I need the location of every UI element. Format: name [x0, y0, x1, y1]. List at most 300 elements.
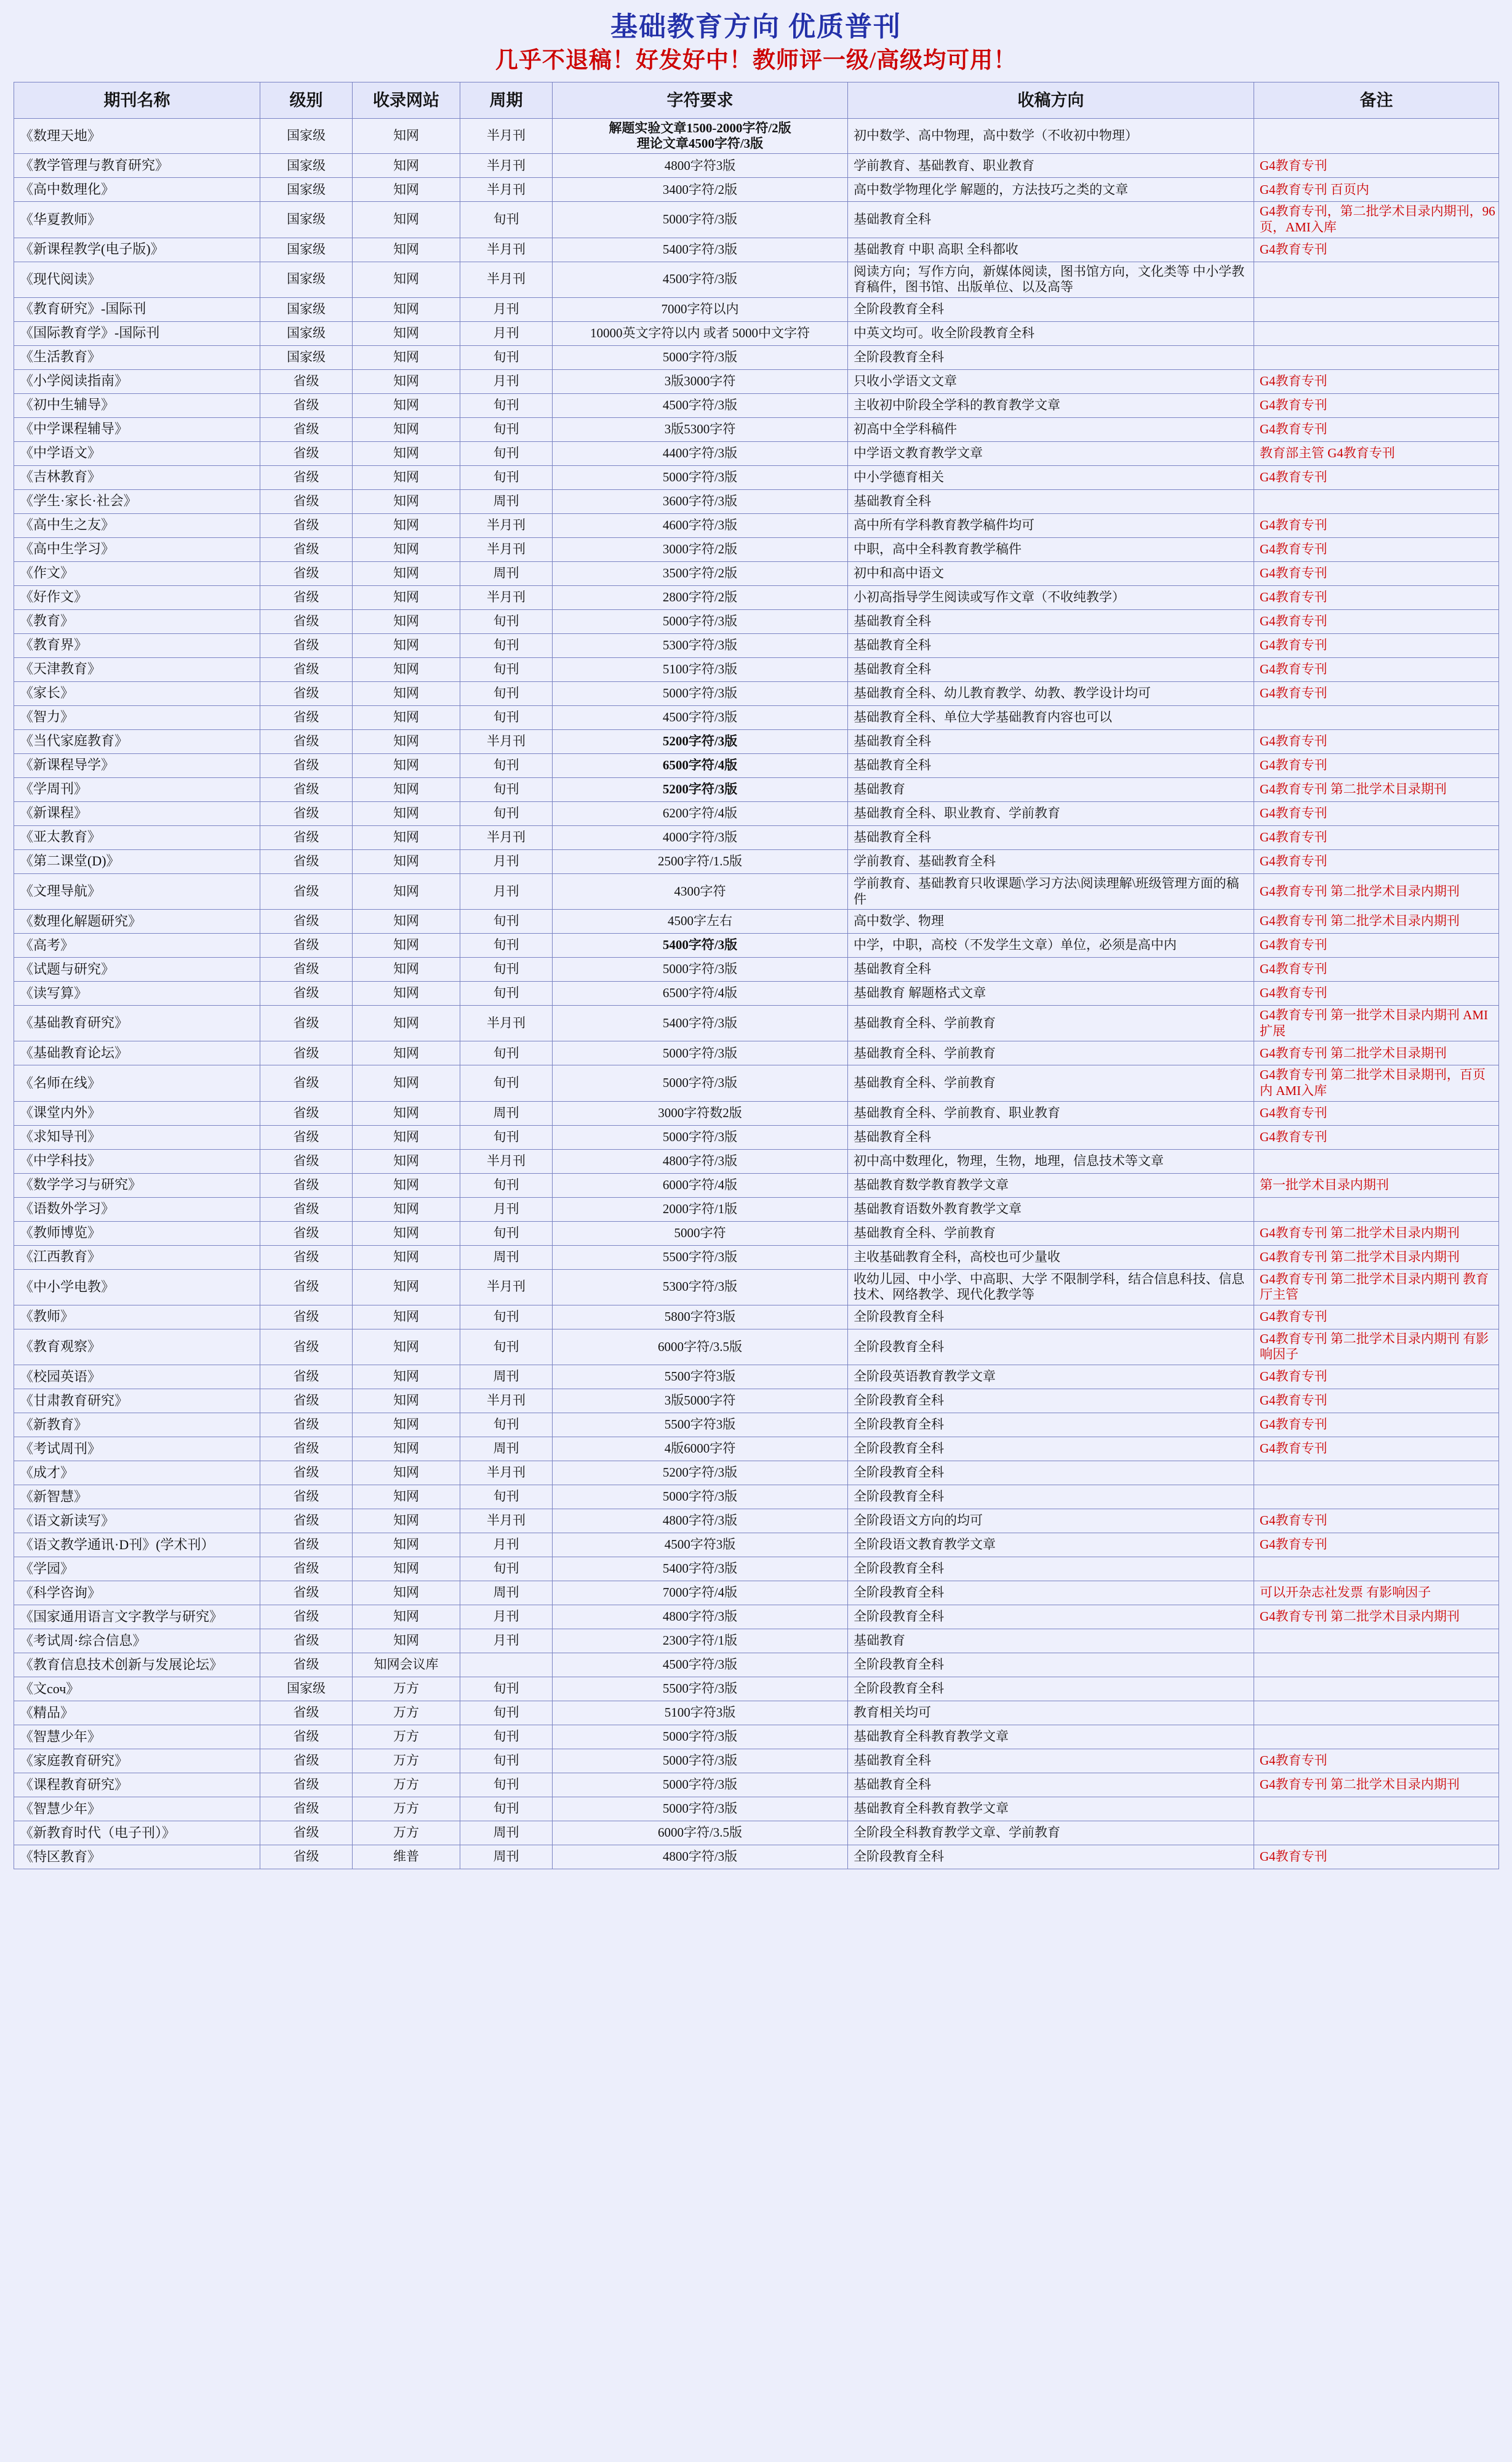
table-row — [14, 609, 1499, 633]
journal-name: 《科学咨询》 — [14, 1581, 260, 1605]
journal-requirement: 5400字符/3版 — [553, 1006, 848, 1041]
journal-level: 省级 — [260, 849, 353, 873]
table-row — [14, 537, 1499, 561]
journal-note: G4教育专刊 — [1254, 585, 1499, 609]
journal-level: 省级 — [260, 1557, 353, 1581]
journal-cycle: 半月刊 — [460, 1149, 553, 1173]
table-row — [14, 1581, 1499, 1605]
journal-level: 省级 — [260, 1269, 353, 1305]
journal-site: 知网 — [353, 465, 460, 489]
journal-requirement: 4800字符3版 — [553, 154, 848, 178]
journal-direction: 基础教育全科、学前教育 — [848, 1221, 1254, 1245]
journal-site: 知网 — [353, 297, 460, 321]
journal-note — [1254, 345, 1499, 369]
journal-site: 知网 — [353, 1269, 460, 1305]
journal-note — [1254, 1653, 1499, 1677]
journal-site: 知网 — [353, 345, 460, 369]
journal-requirement: 5000字符/3版 — [553, 1725, 848, 1749]
journal-cycle: 周刊 — [460, 1821, 553, 1845]
journal-requirement: 5100字符3版 — [553, 1701, 848, 1725]
table-row — [14, 1557, 1499, 1581]
journal-level: 省级 — [260, 729, 353, 753]
journal-direction: 基础教育全科 — [848, 657, 1254, 681]
journal-cycle: 半月刊 — [460, 729, 553, 753]
journal-direction: 全阶段教育全科 — [848, 1437, 1254, 1461]
journal-note — [1254, 1797, 1499, 1821]
journal-direction: 基础教育全科 — [848, 1773, 1254, 1797]
journal-cycle: 半月刊 — [460, 1461, 553, 1485]
journal-note: G4教育专刊，第二批学术目录内期刊，96页，AMI入库 — [1254, 202, 1499, 238]
table-row — [14, 982, 1499, 1006]
journal-name: 《课堂内外》 — [14, 1101, 260, 1125]
journal-site: 知网 — [353, 958, 460, 982]
journal-cycle: 旬刊 — [460, 465, 553, 489]
journal-direction: 全阶段教育全科 — [848, 1461, 1254, 1485]
journal-site: 知网 — [353, 753, 460, 777]
journal-direction: 只收小学语文文章 — [848, 369, 1254, 393]
journal-cycle: 周刊 — [460, 1245, 553, 1269]
journal-name: 《语数外学习》 — [14, 1197, 260, 1221]
journal-requirement: 4800字符/3版 — [553, 1845, 848, 1869]
journal-level: 省级 — [260, 465, 353, 489]
journal-requirement: 2500字符/1.5版 — [553, 849, 848, 873]
table-row — [14, 262, 1499, 297]
journal-direction: 基础教育全科 — [848, 1125, 1254, 1149]
table-row — [14, 321, 1499, 345]
table-row — [14, 393, 1499, 417]
journal-cycle: 月刊 — [460, 369, 553, 393]
table-row — [14, 441, 1499, 465]
journal-site: 知网 — [353, 801, 460, 825]
journal-site: 知网 — [353, 1509, 460, 1533]
journal-level: 省级 — [260, 753, 353, 777]
journal-direction: 全阶段教育全科 — [848, 345, 1254, 369]
journal-direction: 全阶段教育全科 — [848, 1845, 1254, 1869]
journal-note: G4教育专刊 — [1254, 934, 1499, 958]
journal-requirement: 5500字符/3版 — [553, 1677, 848, 1701]
journal-name: 《国际教育学》-国际刊 — [14, 321, 260, 345]
journal-requirement: 4500字符/3版 — [553, 393, 848, 417]
journal-direction: 教育相关均可 — [848, 1701, 1254, 1725]
journal-level: 省级 — [260, 1485, 353, 1509]
journal-requirement: 5000字符/3版 — [553, 1065, 848, 1101]
column-header-requirement: 字符要求 — [553, 82, 848, 119]
journal-direction: 小初高指导学生阅读或写作文章（不收纯教学） — [848, 585, 1254, 609]
table-row — [14, 1065, 1499, 1101]
journal-cycle: 旬刊 — [460, 982, 553, 1006]
journal-name: 《教师》 — [14, 1305, 260, 1329]
journal-level: 国家级 — [260, 345, 353, 369]
journal-name: 《小学阅读指南》 — [14, 369, 260, 393]
journal-requirement: 4300字符 — [553, 873, 848, 909]
journal-site: 知网会议库 — [353, 1653, 460, 1677]
journal-name: 《教育信息技术创新与发展论坛》 — [14, 1653, 260, 1677]
journal-requirement: 5500字符/3版 — [553, 1245, 848, 1269]
journal-note — [1254, 1461, 1499, 1485]
journal-note — [1254, 1821, 1499, 1845]
journal-requirement: 5000字符/3版 — [553, 958, 848, 982]
journal-site: 维普 — [353, 1845, 460, 1869]
journal-direction: 基础教育全科 — [848, 202, 1254, 238]
table-row — [14, 1629, 1499, 1653]
journal-name: 《吉林教育》 — [14, 465, 260, 489]
journal-level: 省级 — [260, 1221, 353, 1245]
table-row — [14, 489, 1499, 513]
journal-note: G4教育专刊 — [1254, 1101, 1499, 1125]
journal-note: G4教育专刊 — [1254, 633, 1499, 657]
journal-direction: 初高中全学科稿件 — [848, 417, 1254, 441]
journal-cycle: 旬刊 — [460, 1485, 553, 1509]
journal-name: 《考试周·综合信息》 — [14, 1629, 260, 1653]
journal-requirement: 4500字符/3版 — [553, 1653, 848, 1677]
journal-direction: 高中数学、物理 — [848, 910, 1254, 934]
journal-requirement: 3500字符/2版 — [553, 561, 848, 585]
journal-direction: 全阶段教育全科 — [848, 1389, 1254, 1413]
journal-cycle: 半月刊 — [460, 825, 553, 849]
journal-cycle: 半月刊 — [460, 513, 553, 537]
journal-direction: 学前教育、基础教育只收课题\学习方法\阅读理解\班级管理方面的稿件 — [848, 873, 1254, 909]
journal-level: 省级 — [260, 1581, 353, 1605]
table-row — [14, 1437, 1499, 1461]
table-row — [14, 1605, 1499, 1629]
journal-site: 万方 — [353, 1677, 460, 1701]
journal-level: 省级 — [260, 1533, 353, 1557]
journal-site: 知网 — [353, 393, 460, 417]
journal-direction: 基础教育语数外教育教学文章 — [848, 1197, 1254, 1221]
journal-level: 省级 — [260, 1197, 353, 1221]
journal-note: G4教育专刊 — [1254, 1365, 1499, 1389]
journal-cycle: 旬刊 — [460, 1797, 553, 1821]
journal-name: 《新教育时代（电子刊）》 — [14, 1821, 260, 1845]
table-row — [14, 873, 1499, 909]
journal-direction: 基础教育全科 — [848, 609, 1254, 633]
journal-note: G4教育专刊 — [1254, 393, 1499, 417]
journal-requirement: 5200字符/3版 — [553, 1461, 848, 1485]
journal-requirement: 5000字符/3版 — [553, 465, 848, 489]
page-title: 基础教育方向 优质普刊 — [610, 12, 902, 42]
table-row — [14, 910, 1499, 934]
journal-level: 省级 — [260, 1509, 353, 1533]
journal-site: 知网 — [353, 441, 460, 465]
journal-name: 《名师在线》 — [14, 1065, 260, 1101]
journal-name: 《新课程导学》 — [14, 753, 260, 777]
journal-requirement: 5000字符/3版 — [553, 1041, 848, 1065]
journal-cycle: 旬刊 — [460, 1125, 553, 1149]
journal-name: 《考试周刊》 — [14, 1437, 260, 1461]
journal-note — [1254, 1725, 1499, 1749]
journal-name: 《中学课程辅导》 — [14, 417, 260, 441]
table-row — [14, 633, 1499, 657]
journal-cycle: 旬刊 — [460, 609, 553, 633]
journal-cycle: 月刊 — [460, 1629, 553, 1653]
table-row — [14, 1269, 1499, 1305]
journal-direction: 初中高中数理化，物理，生物，地理，信息技术等文章 — [848, 1149, 1254, 1173]
journal-direction: 基础教育全科 — [848, 729, 1254, 753]
table-row — [14, 1677, 1499, 1701]
journal-direction: 中学语文教育教学文章 — [848, 441, 1254, 465]
journal-note: G4教育专刊 — [1254, 849, 1499, 873]
table-row — [14, 1533, 1499, 1557]
journal-name: 《教育研究》-国际刊 — [14, 297, 260, 321]
journal-cycle: 半月刊 — [460, 178, 553, 202]
journal-cycle: 旬刊 — [460, 633, 553, 657]
column-header-note: 备注 — [1254, 82, 1499, 119]
journal-level: 省级 — [260, 417, 353, 441]
table-row — [14, 1101, 1499, 1125]
journal-level: 省级 — [260, 1149, 353, 1173]
journal-cycle: 旬刊 — [460, 1677, 553, 1701]
journal-note — [1254, 705, 1499, 729]
table-row — [14, 238, 1499, 262]
journal-requirement: 6000字符/3.5版 — [553, 1821, 848, 1845]
journal-name: 《数理天地》 — [14, 119, 260, 154]
table-row — [14, 825, 1499, 849]
journal-site: 知网 — [353, 1173, 460, 1197]
table-header-row — [14, 82, 1499, 119]
journal-name: 《新智慧》 — [14, 1485, 260, 1509]
journal-site: 知网 — [353, 1006, 460, 1041]
journal-note: G4教育专刊 — [1254, 369, 1499, 393]
journal-site: 知网 — [353, 849, 460, 873]
journal-cycle: 月刊 — [460, 1533, 553, 1557]
journal-note: G4教育专刊 — [1254, 1509, 1499, 1533]
journal-level: 省级 — [260, 825, 353, 849]
journal-note: G4教育专刊 — [1254, 154, 1499, 178]
journal-requirement: 5500字符3版 — [553, 1365, 848, 1389]
table-row — [14, 1653, 1499, 1677]
table-row — [14, 1821, 1499, 1845]
table-row — [14, 681, 1499, 705]
table-row — [14, 958, 1499, 982]
journal-name: 《华夏教师》 — [14, 202, 260, 238]
journal-direction: 基础教育全科教育教学文章 — [848, 1797, 1254, 1821]
journal-note — [1254, 1677, 1499, 1701]
journal-requirement: 2000字符/1版 — [553, 1197, 848, 1221]
journal-cycle: 旬刊 — [460, 417, 553, 441]
journal-note: G4教育专刊 — [1254, 982, 1499, 1006]
journal-cycle: 月刊 — [460, 1605, 553, 1629]
journal-direction: 全阶段教育全科 — [848, 1677, 1254, 1701]
journal-note: G4教育专刊 第二批学术目录期刊 — [1254, 777, 1499, 801]
journal-level: 省级 — [260, 934, 353, 958]
journal-site: 万方 — [353, 1701, 460, 1725]
journal-direction: 基础教育 解题格式文章 — [848, 982, 1254, 1006]
journal-level: 国家级 — [260, 238, 353, 262]
journal-cycle: 半月刊 — [460, 1006, 553, 1041]
table-row — [14, 1845, 1499, 1869]
journal-level: 省级 — [260, 801, 353, 825]
journal-name: 《数学学习与研究》 — [14, 1173, 260, 1197]
journal-name: 《语文新读写》 — [14, 1509, 260, 1533]
journal-name: 《中小学电教》 — [14, 1269, 260, 1305]
journal-requirement: 7000字符/4版 — [553, 1581, 848, 1605]
table-row — [14, 1461, 1499, 1485]
journal-name: 《试题与研究》 — [14, 958, 260, 982]
journal-note: G4教育专刊 第二批学术目录内期刊 — [1254, 1773, 1499, 1797]
journal-requirement: 4500字左右 — [553, 910, 848, 934]
journal-direction: 主收初中阶段全学科的教育教学文章 — [848, 393, 1254, 417]
journal-name: 《教学管理与教育研究》 — [14, 154, 260, 178]
journal-direction: 基础教育全科、学前教育、职业教育 — [848, 1101, 1254, 1125]
journal-note: G4教育专刊 — [1254, 1533, 1499, 1557]
journal-requirement: 3000字符数2版 — [553, 1101, 848, 1125]
table-row — [14, 1173, 1499, 1197]
table-row — [14, 1221, 1499, 1245]
journal-cycle: 月刊 — [460, 321, 553, 345]
journal-note: G4教育专刊 第一批学术目录内期刊 AMI扩展 — [1254, 1006, 1499, 1041]
journal-cycle: 旬刊 — [460, 1173, 553, 1197]
journal-direction: 基础教育 — [848, 777, 1254, 801]
journal-requirement: 5400字符/3版 — [553, 1557, 848, 1581]
journal-note: G4教育专刊 第二批学术目录内期刊 — [1254, 910, 1499, 934]
journal-name: 《特区教育》 — [14, 1845, 260, 1869]
journal-note: 教育部主管 G4教育专刊 — [1254, 441, 1499, 465]
journal-name: 《教师博览》 — [14, 1221, 260, 1245]
journal-note: G4教育专刊 — [1254, 729, 1499, 753]
journal-name: 《高考》 — [14, 934, 260, 958]
journal-level: 国家级 — [260, 202, 353, 238]
journal-level: 省级 — [260, 441, 353, 465]
journal-level: 省级 — [260, 1437, 353, 1461]
journal-level: 省级 — [260, 585, 353, 609]
journal-direction: 全阶段英语教育教学文章 — [848, 1365, 1254, 1389]
journal-requirement: 解题实验文章1500-2000字符/2版 理论文章4500字符/3版 — [553, 119, 848, 154]
journal-level: 国家级 — [260, 297, 353, 321]
journal-site: 知网 — [353, 417, 460, 441]
journal-site: 知网 — [353, 705, 460, 729]
journal-direction: 基础教育数学教育教学文章 — [848, 1173, 1254, 1197]
journal-name: 《智慧少年》 — [14, 1725, 260, 1749]
journal-cycle: 周刊 — [460, 1101, 553, 1125]
journal-note: 可以开杂志社发票 有影响因子 — [1254, 1581, 1499, 1605]
table-row — [14, 1329, 1499, 1365]
journal-cycle: 半月刊 — [460, 1509, 553, 1533]
journal-name: 《第二课堂(D)》 — [14, 849, 260, 873]
journal-requirement: 5500字符3版 — [553, 1413, 848, 1437]
journal-name: 《中学科技》 — [14, 1149, 260, 1173]
journal-direction: 全阶段教育全科 — [848, 1581, 1254, 1605]
journal-cycle: 周刊 — [460, 1581, 553, 1605]
journal-cycle: 半月刊 — [460, 585, 553, 609]
journal-cycle: 周刊 — [460, 1365, 553, 1389]
table-row — [14, 1389, 1499, 1413]
journal-level: 省级 — [260, 958, 353, 982]
journal-note — [1254, 321, 1499, 345]
journal-requirement: 2800字符/2版 — [553, 585, 848, 609]
journal-site: 知网 — [353, 1437, 460, 1461]
journal-name: 《新教育》 — [14, 1413, 260, 1437]
journal-requirement: 5300字符/3版 — [553, 633, 848, 657]
journal-cycle: 旬刊 — [460, 1773, 553, 1797]
journal-level: 省级 — [260, 609, 353, 633]
journal-cycle: 旬刊 — [460, 1041, 553, 1065]
journal-cycle: 旬刊 — [460, 753, 553, 777]
journal-site: 知网 — [353, 825, 460, 849]
journal-site: 知网 — [353, 729, 460, 753]
journal-direction: 全阶段教育全科 — [848, 1605, 1254, 1629]
journal-level: 省级 — [260, 910, 353, 934]
journal-direction: 全阶段教育全科 — [848, 1557, 1254, 1581]
journal-note: G4教育专刊 第二批学术目录内期刊 教育厅主管 — [1254, 1269, 1499, 1305]
journal-cycle: 月刊 — [460, 849, 553, 873]
table-row — [14, 297, 1499, 321]
journal-requirement: 5000字符 — [553, 1221, 848, 1245]
journal-level: 省级 — [260, 513, 353, 537]
journal-cycle: 旬刊 — [460, 1725, 553, 1749]
journal-site: 知网 — [353, 609, 460, 633]
journal-note: G4教育专刊 — [1254, 1389, 1499, 1413]
column-header-site: 收录网站 — [353, 82, 460, 119]
journal-level: 省级 — [260, 1365, 353, 1389]
journal-note: G4教育专刊 — [1254, 1749, 1499, 1773]
journal-name: 《江西教育》 — [14, 1245, 260, 1269]
journal-direction: 基础教育全科 — [848, 633, 1254, 657]
table-row — [14, 561, 1499, 585]
journal-requirement: 4500字符/3版 — [553, 262, 848, 297]
journal-site: 知网 — [353, 178, 460, 202]
table-row — [14, 1701, 1499, 1725]
journal-requirement: 7000字符以内 — [553, 297, 848, 321]
journal-direction: 中小学德育相关 — [848, 465, 1254, 489]
journal-name: 《当代家庭教育》 — [14, 729, 260, 753]
journal-cycle: 月刊 — [460, 1197, 553, 1221]
journal-name: 《天津教育》 — [14, 657, 260, 681]
journal-name: 《语文教学通讯·D刊》(学术刊） — [14, 1533, 260, 1557]
journal-requirement: 5300字符/3版 — [553, 1269, 848, 1305]
journal-cycle: 旬刊 — [460, 1749, 553, 1773]
journal-note: G4教育专刊 — [1254, 1845, 1499, 1869]
table-row — [14, 1041, 1499, 1065]
table-row — [14, 513, 1499, 537]
journal-name: 《学生·家长·社会》 — [14, 489, 260, 513]
journal-note: G4教育专刊 — [1254, 825, 1499, 849]
journal-direction: 全阶段教育全科 — [848, 1305, 1254, 1329]
journal-direction: 基础教育全科、幼儿教育教学、幼教、教学设计均可 — [848, 681, 1254, 705]
journal-note: G4教育专刊 — [1254, 417, 1499, 441]
journal-cycle: 旬刊 — [460, 1701, 553, 1725]
journal-level: 省级 — [260, 1749, 353, 1773]
journal-note — [1254, 1149, 1499, 1173]
page-header — [14, 6, 1498, 77]
journal-requirement: 5000字符/3版 — [553, 1797, 848, 1821]
journal-direction: 全阶段语文教育教学文章 — [848, 1533, 1254, 1557]
journal-site: 万方 — [353, 1749, 460, 1773]
journal-note: G4教育专刊 — [1254, 1305, 1499, 1329]
journal-site: 万方 — [353, 1821, 460, 1845]
journal-direction: 基础教育全科 — [848, 753, 1254, 777]
journal-name: 《学园》 — [14, 1557, 260, 1581]
journal-cycle: 半月刊 — [460, 537, 553, 561]
journal-requirement: 3400字符/2版 — [553, 178, 848, 202]
journal-cycle: 旬刊 — [460, 1065, 553, 1101]
journal-requirement: 2300字符/1版 — [553, 1629, 848, 1653]
table-row — [14, 934, 1499, 958]
journal-direction: 基础教育全科 — [848, 825, 1254, 849]
journal-note — [1254, 1701, 1499, 1725]
journal-name: 《作文》 — [14, 561, 260, 585]
journal-site: 知网 — [353, 585, 460, 609]
table-row — [14, 1305, 1499, 1329]
journal-note: G4教育专刊 — [1254, 753, 1499, 777]
table-row — [14, 1725, 1499, 1749]
table-row — [14, 119, 1499, 154]
journal-site: 知网 — [353, 262, 460, 297]
journal-direction: 中职，高中全科教育教学稿件 — [848, 537, 1254, 561]
journal-site: 知网 — [353, 1245, 460, 1269]
journal-direction: 阅读方向；写作方向，新媒体阅读，图书馆方向，文化类等 中小学教育稿件，图书馆、出版单位、以及高等 — [848, 262, 1254, 297]
journal-name: 《甘肃教育研究》 — [14, 1389, 260, 1413]
table-row — [14, 753, 1499, 777]
